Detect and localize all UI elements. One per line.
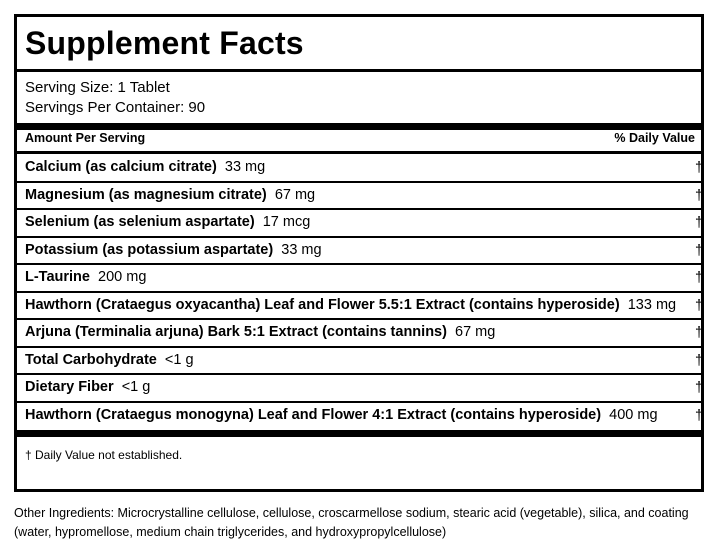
row-divider bbox=[17, 401, 701, 403]
supplement-facts-panel bbox=[14, 14, 704, 492]
thick-divider bbox=[17, 123, 701, 130]
ingredient-name: Calcium (as calcium citrate) bbox=[25, 159, 217, 175]
row-divider bbox=[17, 181, 701, 183]
amount-per-serving-header: Amount Per Serving bbox=[25, 131, 146, 145]
row-divider bbox=[17, 373, 701, 375]
ingredient-row bbox=[25, 214, 705, 230]
ingredient-amount: <1 g bbox=[121, 379, 151, 395]
daily-value-dagger: † bbox=[695, 242, 704, 259]
ingredient-row bbox=[25, 159, 705, 175]
ingredient-name: Arjuna (Terminalia arjuna) Bark 5:1 Extract (contains tannins) bbox=[25, 324, 447, 340]
daily-value-dagger: † bbox=[695, 160, 704, 176]
ingredient-row bbox=[25, 379, 705, 395]
daily-value-footnote: † Daily Value not established. bbox=[25, 448, 183, 462]
daily-value-dagger: † bbox=[695, 297, 704, 314]
row-divider bbox=[17, 236, 701, 238]
ingredient-name: Selenium (as selenium aspartate) bbox=[25, 214, 255, 230]
ingredient-amount: 33 mg bbox=[224, 159, 266, 175]
serving-size: Serving Size: 1 Tablet bbox=[25, 79, 170, 96]
ingredient-amount: 67 mg bbox=[455, 324, 496, 340]
ingredient-row bbox=[25, 269, 705, 285]
ingredient-amount: 67 mg bbox=[274, 186, 316, 203]
title-divider bbox=[17, 69, 701, 72]
ingredient-row bbox=[25, 297, 705, 313]
header-divider bbox=[17, 151, 701, 154]
daily-value-dagger: † bbox=[695, 325, 704, 341]
ingredient-name: Total Carbohydrate bbox=[25, 351, 157, 368]
ingredient-row bbox=[25, 407, 705, 423]
ingredient-name: L-Taurine bbox=[25, 269, 90, 285]
ingredient-name: Potassium (as potassium aspartate) bbox=[25, 241, 274, 258]
ingredient-amount: 17 mcg bbox=[262, 214, 311, 230]
daily-value-dagger: † bbox=[695, 187, 704, 204]
ingredient-name: Hawthorn (Crataegus monogyna) Leaf and Flower 4:1 Extract (contains hyperoside) bbox=[25, 406, 602, 423]
row-divider bbox=[17, 318, 701, 320]
panel-title: Supplement Facts bbox=[25, 25, 304, 61]
daily-value-dagger: † bbox=[695, 352, 704, 369]
daily-value-dagger: † bbox=[695, 380, 704, 396]
ingredient-row bbox=[25, 324, 705, 340]
row-divider bbox=[17, 263, 701, 265]
ingredient-row bbox=[25, 352, 705, 368]
other-ingredients: Other Ingredients: Microcrystalline cellulose, cellulose, croscarmellose sodium, stearic acid (vegetable), silica, and coating (water, hypromellose, medium chain triglycerides, and hydroxypropylcellulose) bbox=[14, 506, 689, 539]
ingredient-name: Dietary Fiber bbox=[25, 379, 114, 395]
ingredient-name: Magnesium (as magnesium citrate) bbox=[25, 186, 267, 203]
row-divider bbox=[17, 208, 701, 210]
ingredient-amount: 33 mg bbox=[281, 241, 322, 258]
ingredient-amount: 133 mg bbox=[627, 296, 677, 313]
ingredient-row bbox=[25, 187, 705, 203]
daily-value-dagger: † bbox=[695, 407, 704, 424]
ingredient-name: Hawthorn (Crataegus oxyacantha) Leaf and Flower 5.5:1 Extract (contains hyperoside) bbox=[25, 296, 620, 313]
daily-value-dagger: † bbox=[695, 270, 704, 286]
servings-per-container: Servings Per Container: 90 bbox=[25, 99, 206, 116]
bottom-divider bbox=[17, 430, 701, 437]
ingredient-amount: 200 mg bbox=[98, 269, 147, 285]
daily-value-header: % Daily Value bbox=[614, 131, 695, 145]
ingredient-amount: <1 g bbox=[164, 351, 194, 368]
daily-value-dagger: † bbox=[695, 215, 704, 231]
ingredient-row bbox=[25, 242, 705, 258]
row-divider bbox=[17, 291, 701, 293]
ingredient-amount: 400 mg bbox=[609, 406, 658, 423]
row-divider bbox=[17, 346, 701, 348]
